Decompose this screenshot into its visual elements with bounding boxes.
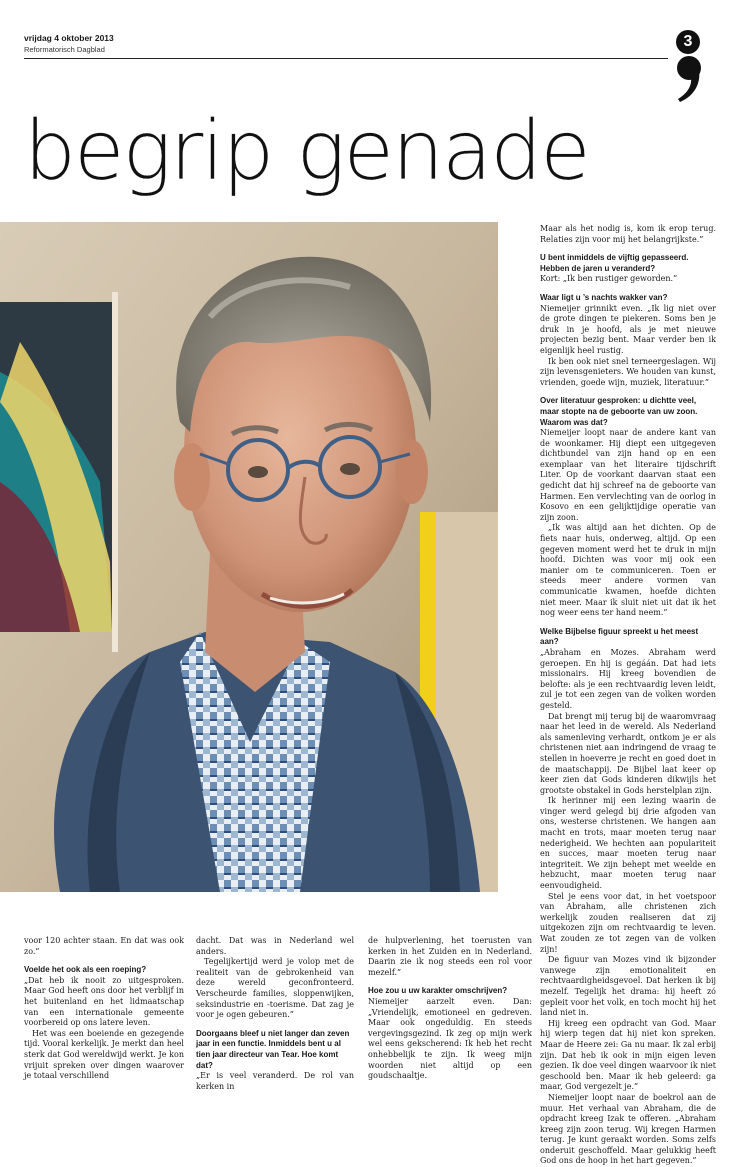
header-paper-name: Reformatorisch Dagblad [24, 45, 105, 54]
interview-question: Doorgaans bleef u niet langer dan zeven jaar in een functie. Inmiddels bent u al tien jaar directeur van Tear. Hoe komt dat? [196, 1028, 350, 1070]
body-paragraph: Hij kreeg een opdracht van God. Maar hij wierp tegen dat hij niet kon spreken. Maar de Heere zei: Ga nu maar. Ik zal erbij zijn. Dat heb ik ook in mijn eigen leven gezien. Ik doe veel dingen waarvoor ik niet geschoold ben. Maar ik heb geleerd: ga maar, God vergezelt je.” [540, 1018, 716, 1092]
bottom-column-1 [24, 936, 184, 1082]
portrait-photo [0, 222, 498, 892]
body-paragraph: de hulpverlening, het toerusten van kerken in het Zuiden en in Nederland. Daarin zie ik nog steeds een rol voor mezelf.” [368, 936, 532, 977]
body-paragraph: Niemeijer loopt naar de andere kant van de woonkamer. Hij diept een uitgegeven dichtbundel van zijn hand op en een exemplaar van het literaire tijdschrift Liter. Op de voorkant daarvan staat een gedicht dat hij schreef na de geboorte van Harmen. Een vervlechting van de oorlog in Kosovo en een gelijktijdige operatie van zijn zoon. [540, 428, 716, 522]
interview-question: U bent inmiddels de vijftig gepasseerd. Hebben de jaren u veranderd? [540, 253, 689, 273]
interview-question: Over literatuur gesproken: u dichtte veel, maar stopte na de geboorte van uw zoon. Waarom was dat? [540, 396, 698, 427]
body-paragraph: Niemeijer aarzelt even. Dan: „Vriendelijk, emotioneel en gedreven. Maar ook ongeduldig. En steeds vergevingsgezind. Ik zeg op mijn werk wel eens gekscherend: Ik heb het recht onhebbelijk te zijn. Ik weeg mijn woorden niet altijd op een goudschaaltje. [368, 996, 532, 1081]
interview-question: Voelde het ook als een roeping? [24, 965, 147, 975]
interview-question: Waar ligt u ’s nachts wakker van? [540, 292, 668, 302]
interview-question: Welke Bijbelse figuur spreekt u het meest aan? [540, 626, 699, 647]
header-date: vrijdag 4 oktober 2013 [24, 33, 114, 43]
body-paragraph: Tegelijkertijd werd je volop met de realiteit van de gebrokenheid van deze wereld geconfronteerd. Verscheurde families, sloppenwijken, seksindustrie en -toerisme. Dat zag je voor je ogen gebeuren.” [196, 957, 354, 1020]
body-paragraph: Maar als het nodig is, kom ik erop terug. Relaties zijn voor mij het belangrijkste.” [540, 224, 716, 244]
interview-question: Hoe zou u uw karakter omschrijven? [368, 986, 508, 996]
body-paragraph: „Ik was altijd aan het dichten. Op de fiets naar huis, onderweg, altijd. Op een gegeven moment werd het te druk in mijn hoofd. Dichten was voor mij ook een manier om te communiceren. Toen er steeds meer andere vormen van communicatie kwamen, hoefde dichten niet meer. Maar ik sluit niet uit dat ik het nog weer eens ter hand neem.” [540, 523, 716, 618]
body-paragraph: „Er is veel veranderd. De rol van kerken in [196, 1071, 354, 1091]
body-paragraph: Niemeijer loopt naar de boekrol aan de muur. Het verhaal van Abraham, die de opdracht kreeg Izak te offeren. „Abraham kreeg zijn zoon terug. Wij kregen Harmen terug. Je kunt geraakt worden. Soms zelfs onderuit geschoffeld. Maar gelukkig heeft God ons de hoop in het hart gegeven.” [540, 1092, 716, 1166]
body-paragraph: Het was een boeiende en gezegende tijd. Vooral kerkelijk. Je merkt dan heel sterk dat God wereldwijd werkt. Je kon vrijuit spreken over dingen waarover je totaal verschillend [24, 1028, 184, 1081]
right-column [540, 224, 716, 1167]
body-paragraph: „Abraham en Mozes. Abraham werd geroepen. En hij is gegáán. Dat had iets missionairs. Hij kreeg bovendien de belofte: als je een rechtvaardig leven leidt, zul je tot een zegen van de volken worden gesteld. [540, 647, 716, 710]
bottom-column-3 [368, 936, 532, 1082]
body-paragraph: Ik herinner mij een lezing waarin de vinger werd gelegd bij drie afgoden van ons, westerse christenen. We hangen aan macht en trots, maar moeten terug naar nederigheid. We hechten aan populariteit en succes, maar moeten terug naar integriteit. We zijn behept met weelde en hebzucht, maar moeten terug naar eenvoudigheid. [540, 796, 716, 891]
body-paragraph: dacht. Dat was in Nederland wel anders. [196, 936, 354, 956]
body-paragraph: Niemeijer grinnikt even. „Ik lig niet over de grote dingen te piekeren. Soms ben je druk in je hoofd, als je met nieuwe projecten bezig bent. Maar verder ben ik eigenlijk heel rustig. [540, 303, 716, 355]
article-title: begrip genade [24, 104, 589, 199]
bottom-column-2 [196, 936, 354, 1092]
header-rule [24, 58, 668, 59]
body-paragraph: De figuur van Mozes vind ik bijzonder vanwege zijn emotionaliteit en rechtvaardigheidsgevoel. Dat herken ik bij mezelf. Tegelijk het drama: hij heeft zó gepleit voor het volk, en toch mocht hij het land niet in. [540, 955, 716, 1018]
body-paragraph: „Dat heb ik nooit zo uitgesproken. Maar God heeft ons door het verblijf in het buitenland en het lidmaatschap van een internationale gemeente voorbereid op ons latere leven. [24, 975, 184, 1028]
page-number-badge: 3 [676, 30, 700, 54]
body-paragraph: voor 120 achter staan. En dat was ook zo.” [24, 936, 184, 956]
body-paragraph: Stel je eens voor dat, in het voetspoor van Abraham, alle christenen zich werkelijk zouden realiseren dat zij uitgekozen zijn om rechtvaardig te leven. Wat zouden ze tot zegen van de volken zijn! [540, 891, 716, 954]
comma-logo-icon [672, 54, 706, 104]
body-paragraph: Dat brengt mij terug bij de waaromvraag naar het leed in de wereld. Als Nederland als samenleving verhardt, ontkom je er als christenen niet aan indringend de vraag te stellen in hoeverre je recht en goed doet in de maatschappij. De Bijbel laat keer op keer zien dat Gods kinderen dikwijls het grootste obstakel in Gods herstelplan zijn. [540, 711, 716, 795]
body-paragraph: Kort: „Ik ben rustiger geworden.” [540, 274, 678, 284]
body-paragraph: Ik ben ook niet snel terneergeslagen. Wij zijn levensgenieters. We houden van kunst, vrienden, goede wijn, muziek, literatuur.” [540, 356, 716, 387]
portrait-illustration [0, 222, 498, 892]
